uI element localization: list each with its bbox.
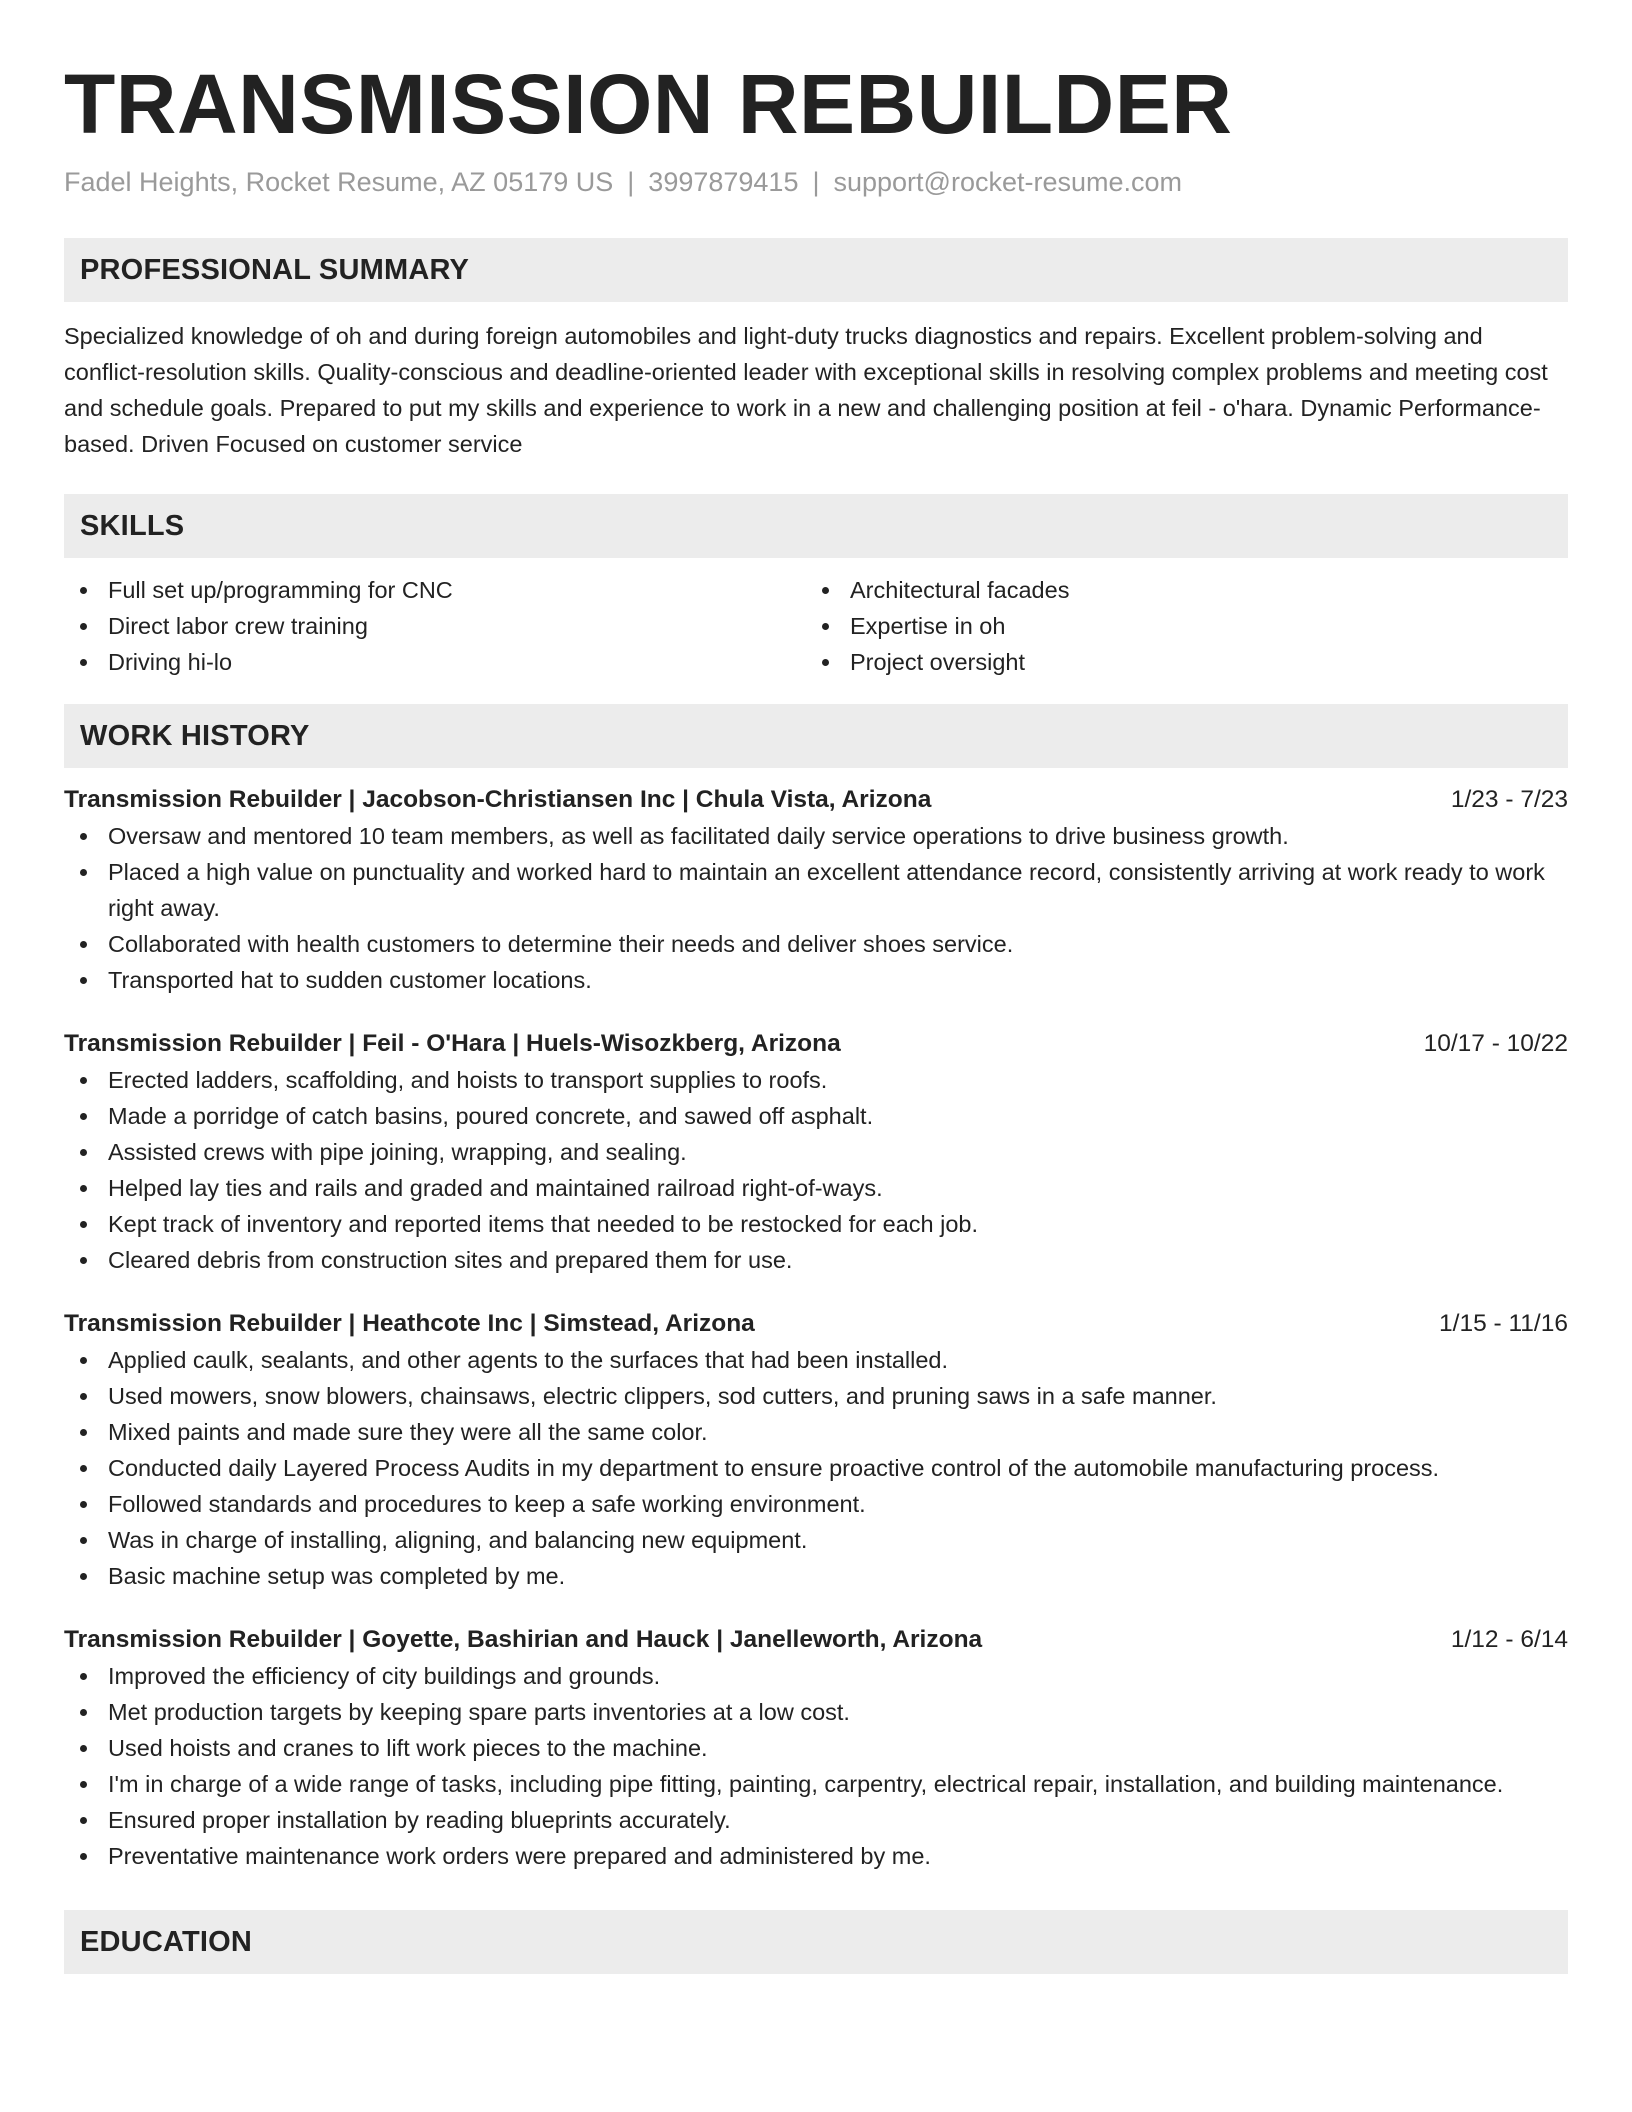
skill-item: Driving hi-lo (64, 644, 806, 680)
job-bullet: Oversaw and mentored 10 team members, as well as facilitated daily service operations to drive business growth. (64, 818, 1568, 854)
skills-heading: SKILLS (64, 494, 1568, 558)
skill-item: Project oversight (806, 644, 1548, 680)
job-bullet: Erected ladders, scaffolding, and hoists to transport supplies to roofs. (64, 1062, 1568, 1098)
work-history-heading: WORK HISTORY (64, 704, 1568, 768)
job-entry (64, 1622, 1568, 1874)
resume-page (64, 0, 1568, 1974)
education-heading: EDUCATION (64, 1910, 1568, 1974)
job-bullet: Followed standards and procedures to keep a safe working environment. (64, 1486, 1568, 1522)
job-title: Transmission Rebuilder | Feil - O'Hara | Huels-Wisozkberg, Arizona (64, 1030, 841, 1057)
skill-item: Direct labor crew training (64, 608, 806, 644)
summary-heading: PROFESSIONAL SUMMARY (64, 238, 1568, 302)
job-bullet: Improved the efficiency of city buildings and grounds. (64, 1658, 1568, 1694)
job-dates: 1/15 - 11/16 (1439, 1310, 1568, 1337)
job-dates: 1/12 - 6/14 (1450, 1626, 1568, 1653)
contact-email: support@rocket-resume.com (833, 167, 1183, 197)
job-bullet: Used mowers, snow blowers, chainsaws, electric clippers, sod cutters, and pruning saws in a safe manner. (64, 1378, 1568, 1414)
job-bullet: Placed a high value on punctuality and worked hard to maintain an excellent attendance record, consistently arriving at work ready to work right away. (64, 854, 1568, 926)
contact-separator: | (812, 167, 820, 197)
job-bullets (64, 1062, 1568, 1278)
skills-list (64, 572, 1568, 680)
job-header (64, 1026, 1568, 1062)
contact-line (64, 164, 1568, 200)
job-bullet: Applied caulk, sealants, and other agents to the surfaces that had been installed. (64, 1342, 1568, 1378)
skill-item: Expertise in oh (806, 608, 1548, 644)
job-header (64, 782, 1568, 818)
job-bullet: Preventative maintenance work orders were prepared and administered by me. (64, 1838, 1568, 1874)
job-title: Transmission Rebuilder | Jacobson-Christiansen Inc | Chula Vista, Arizona (64, 786, 932, 813)
job-dates: 1/23 - 7/23 (1450, 786, 1568, 813)
job-bullet: Met production targets by keeping spare parts inventories at a low cost. (64, 1694, 1568, 1730)
job-header (64, 1622, 1568, 1658)
job-bullet: Helped lay ties and rails and graded and maintained railroad right-of-ways. (64, 1170, 1568, 1206)
job-bullet: Used hoists and cranes to lift work pieces to the machine. (64, 1730, 1568, 1766)
job-bullet: Was in charge of installing, aligning, and balancing new equipment. (64, 1522, 1568, 1558)
job-header (64, 1306, 1568, 1342)
job-bullet: Kept track of inventory and reported items that needed to be restocked for each job. (64, 1206, 1568, 1242)
skills-column-left (64, 572, 806, 680)
skills-column-right (806, 572, 1548, 680)
job-entry (64, 782, 1568, 998)
job-bullet: Collaborated with health customers to determine their needs and deliver shoes service. (64, 926, 1568, 962)
job-bullet: Ensured proper installation by reading blueprints accurately. (64, 1802, 1568, 1838)
summary-text: Specialized knowledge of oh and during foreign automobiles and light-duty trucks diagnostics and repairs. Excellent problem-solving and conflict-resolution skills. Quality-conscious and deadline-oriented leader with exceptional skills in resolving complex problems and meeting cost and schedule goals. Prepared to put my skills and experience to work in a new and challenging position at feil - o'hara. Dynamic Performance-based. Driven Focused on customer service (64, 323, 1548, 457)
job-bullet: Conducted daily Layered Process Audits in my department to ensure proactive control of the automobile manufacturing process. (64, 1450, 1568, 1486)
contact-address: Fadel Heights, Rocket Resume, AZ 05179 US (64, 167, 614, 197)
job-bullet: Cleared debris from construction sites and prepared them for use. (64, 1242, 1568, 1278)
job-entry (64, 1026, 1568, 1278)
job-title: Transmission Rebuilder | Goyette, Bashirian and Hauck | Janelleworth, Arizona (64, 1626, 983, 1653)
skill-item: Full set up/programming for CNC (64, 572, 806, 608)
contact-separator: | (627, 167, 635, 197)
skill-item: Architectural facades (806, 572, 1548, 608)
job-bullet: Made a porridge of catch basins, poured concrete, and sawed off asphalt. (64, 1098, 1568, 1134)
job-dates: 10/17 - 10/22 (1423, 1030, 1568, 1057)
job-bullets (64, 1658, 1568, 1874)
job-bullet: Transported hat to sudden customer locations. (64, 962, 1568, 998)
job-bullets (64, 818, 1568, 998)
job-bullet: Basic machine setup was completed by me. (64, 1558, 1568, 1594)
job-entry (64, 1306, 1568, 1594)
resume-name: TRANSMISSION REBUILDER (64, 57, 1233, 151)
contact-phone: 3997879415 (648, 167, 799, 197)
job-bullet: Assisted crews with pipe joining, wrapping, and sealing. (64, 1134, 1568, 1170)
job-bullets (64, 1342, 1568, 1594)
job-bullet: Mixed paints and made sure they were all the same color. (64, 1414, 1568, 1450)
job-title: Transmission Rebuilder | Heathcote Inc | Simstead, Arizona (64, 1310, 755, 1337)
job-bullet: I'm in charge of a wide range of tasks, including pipe fitting, painting, carpentry, electrical repair, installation, and building maintenance. (64, 1766, 1568, 1802)
